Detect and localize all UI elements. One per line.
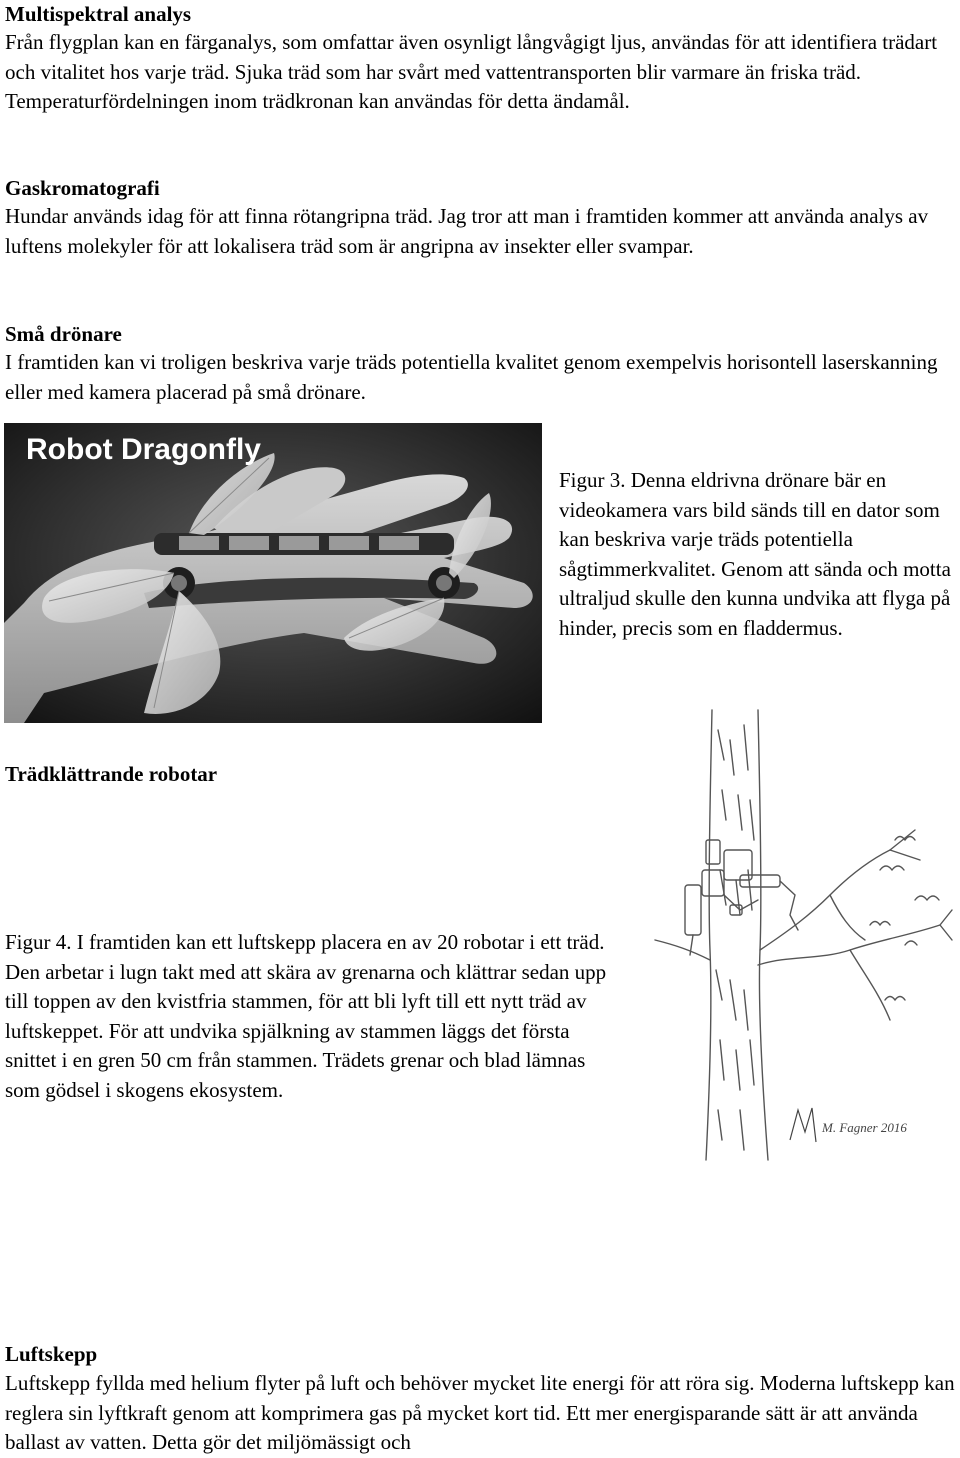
sketch-signature: M. Fagner 2016 (822, 1120, 907, 1135)
paragraph-luftskepp: Luftskepp fyllda med helium flyter på luft och behöver mycket lite energi för att röra sig. Moderna luftskepp kan reglera sin lyftkraft genom att komprimera gas på mycket kort tid. Ett mer energisparande sätt är att använda ballast av vatten. Detta gör det miljömässigt och (5, 1371, 955, 1454)
robot-dragonfly-title: Robot Dragonfly (26, 433, 261, 466)
paragraph-sma-dronare: I framtiden kan vi troligen beskriva varje träds potentiella kvalitet genom exempelvis horisontell laserskanning eller med kamera placerad på små drönare. (5, 350, 938, 404)
figure-tree-robot-sketch (640, 700, 956, 1170)
heading-tradklattrande-robotar: Trädklättrande robotar (5, 762, 218, 786)
heading-multispektral: Multispektral analys (5, 2, 192, 26)
heading-sma-dronare: Små drönare (5, 322, 122, 346)
caption-figur-3: Figur 3. Denna eldrivna drönare bär en videokamera vars bild sänds till en dator som kan beskriva varje träds potentiella sågtimmerkvalitet. Genom att sända och motta ultraljud skulle den kunna undvika att flyga på hinder, precis som en fladdermus. (559, 468, 951, 640)
paragraph-multispektral: Från flygplan kan en färganalys, som omfattar även osynligt långvågigt ljus, användas för att identifiera trädart och vitalitet hos varje träd. Sjuka träd som har svårt med vattentransporten blir varmare än friska träd. Temperaturfördelningen inom trädkronan kan användas för detta ändamål. (5, 30, 938, 113)
figure-robot-dragonfly-image (4, 423, 542, 723)
paragraph-gaskromatografi: Hundar används idag för att finna rötangripna träd. Jag tror att man i framtiden kommer att använda analys av luftens molekyler för att lokalisera träd som är angripna av insekter eller svampar. (5, 204, 929, 258)
caption-figur-4: Figur 4. I framtiden kan ett luftskepp placera en av 20 robotar i ett träd. Den arbetar i lugn takt med att skära av grenarna och klättrar sedan upp till toppen av den kvistfria stammen, för att bli lyft till ett nytt träd av luftskeppet. För att undvika spjälkning av stammen läggs det första snittet i en gren 50 cm från stammen. Trädets grenar och blad lämnas som gödsel i skogens ekosystem. (5, 930, 607, 1102)
heading-luftskepp: Luftskepp (5, 1342, 98, 1366)
heading-gaskromatografi: Gaskromatografi (5, 176, 160, 200)
